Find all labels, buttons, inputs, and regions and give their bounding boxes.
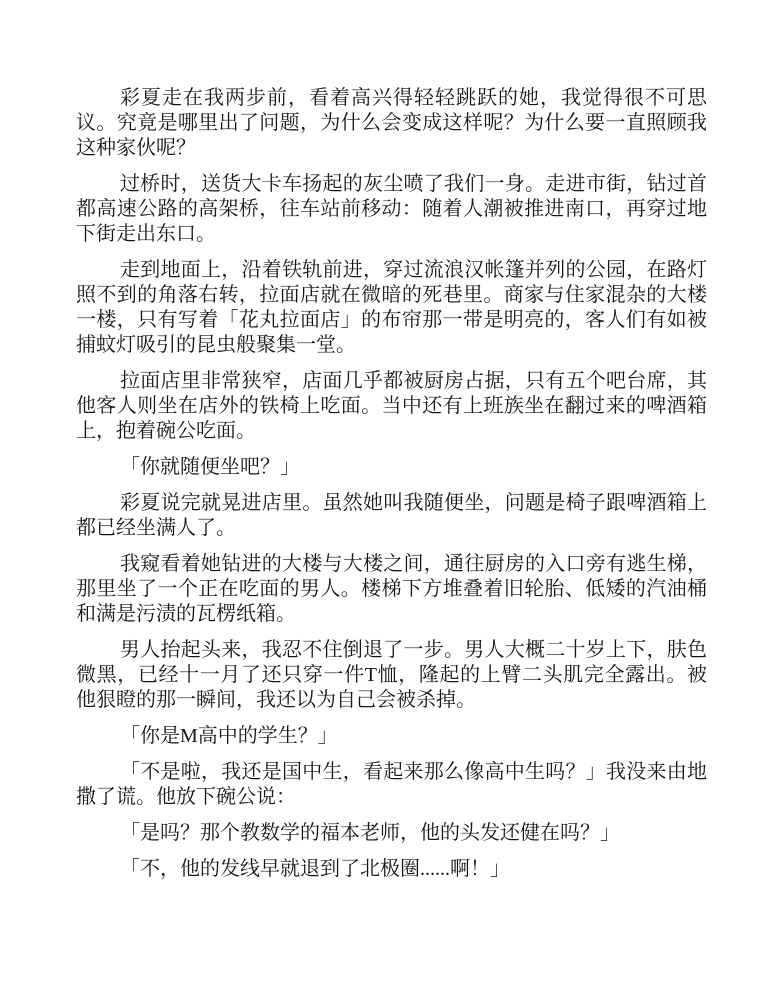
paragraph: 拉面店里非常狭窄，店面几乎都被厨房占据，只有五个吧台席，其他客人则坐在店外的铁椅上吃面。当中还有上班族坐在翻过来的啤酒箱上，抱着碗公吃面。 <box>76 370 707 442</box>
paragraph: 「不，他的发线早就退到了北极圈......啊！」 <box>120 858 510 880</box>
paragraph: 「你是M高中的学生？」 <box>120 725 338 747</box>
paragraph: 走到地面上，沿着铁轨前进，穿过流浪汉帐篷并列的公园，在路灯照不到的角落右转，拉面店就在微暗的死巷里。商家与住家混杂的大楼一楼，只有写着「花丸拉面店」的布帘那一带是明亮的，客人们有如被捕蚊灯吸引的昆虫般聚集一堂。 <box>76 259 707 356</box>
paragraph: 男人抬起头来，我忍不住倒退了一步。男人大概二十岁上下，肤色微黑，已经十一月了还只穿一件T恤，隆起的上臂二头肌完全露出。被他狠瞪的那一瞬间，我还以为自己会被杀掉。 <box>76 639 707 711</box>
paragraph: 过桥时，送货大卡车扬起的灰尘喷了我们一身。走进市街，钻过首都高速公路的高架桥，往车站前移动：随着人潮被推进南口，再穿过地下街走出东口。 <box>76 173 707 245</box>
paragraph: 我窥看着她钻进的大楼与大楼之间，通往厨房的入口旁有逃生梯，那里坐了一个正在吃面的男人。楼梯下方堆叠着旧轮胎、低矮的汽油桶和满是污渍的瓦楞纸箱。 <box>76 553 707 625</box>
paragraph: 「是吗？那个教数学的福本老师，他的头发还健在吗？」 <box>120 822 620 844</box>
page-body <box>76 86 707 882</box>
paragraph: 「不是啦，我还是国中生，看起来那么像高中生吗？」我没来由地撒了谎。他放下碗公说： <box>76 761 707 808</box>
paragraph: 彩夏走在我两步前，看着高兴得轻轻跳跃的她，我觉得很不可思议。究竟是哪里出了问题，为什么会变成这样呢？为什么要一直照顾我这种家伙呢？ <box>76 87 707 159</box>
paragraph: 彩夏说完就晃进店里。虽然她叫我随便坐，问题是椅子跟啤酒箱上都已经坐满人了。 <box>76 492 707 539</box>
paragraph: 「你就随便坐吧？」 <box>120 456 300 478</box>
